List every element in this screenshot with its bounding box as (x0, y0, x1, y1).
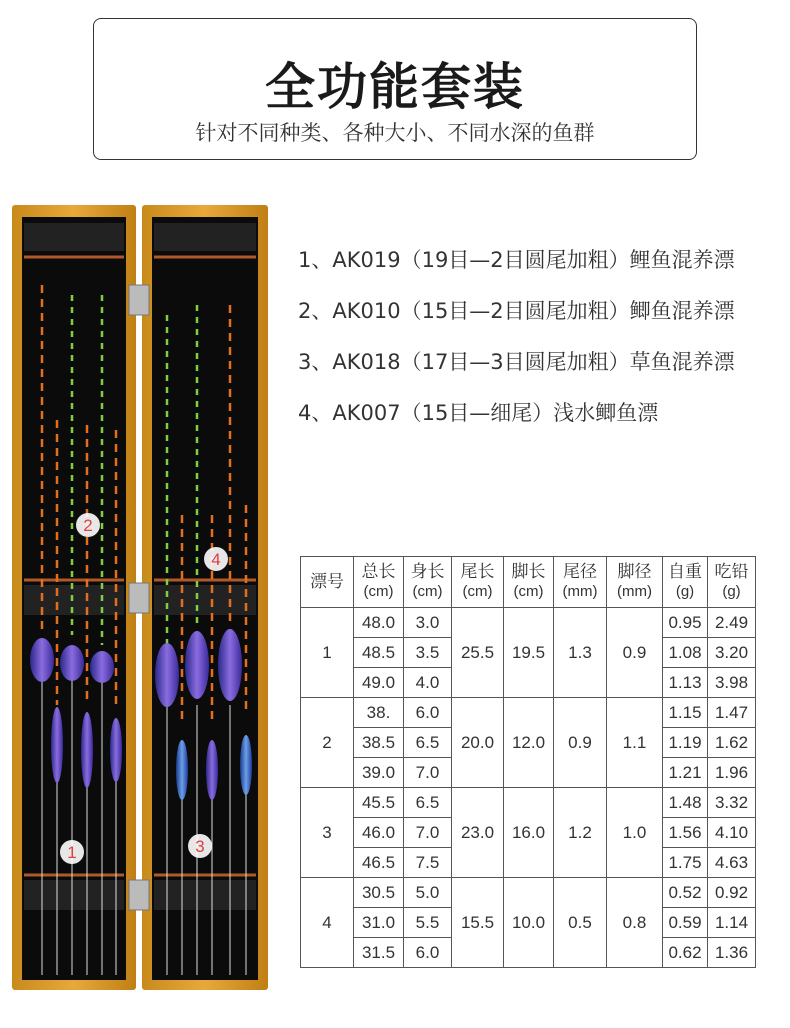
spec-item-1: 1、AK019（19目—2目圆尾加粗）鲤鱼混养漂 (298, 248, 735, 272)
total-length-cell: 31.5 (354, 938, 404, 968)
foot-diameter-cell: 1.1 (607, 698, 663, 788)
photo-label-1 (60, 840, 84, 864)
page-subtitle: 针对不同种类、各种大小、不同水深的鱼群 (195, 121, 595, 145)
photo-label-4 (204, 547, 228, 571)
lead-capacity-cell: 1.36 (708, 938, 756, 968)
spec-table (300, 556, 756, 968)
self-weight-cell: 1.21 (663, 758, 708, 788)
self-weight-cell: 1.15 (663, 698, 708, 728)
tail-diameter-cell: 1.3 (554, 608, 607, 698)
lead-capacity-cell: 0.92 (708, 878, 756, 908)
self-weight-cell: 0.52 (663, 878, 708, 908)
body-length-cell: 6.0 (404, 698, 452, 728)
tail-diameter-cell: 0.5 (554, 878, 607, 968)
total-length-cell: 46.5 (354, 848, 404, 878)
table-row (301, 878, 756, 908)
photo-label-2 (76, 513, 100, 537)
body-length-cell: 5.0 (404, 878, 452, 908)
total-length-cell: 45.5 (354, 788, 404, 818)
body-length-cell: 7.0 (404, 758, 452, 788)
tail-diameter-cell: 1.2 (554, 788, 607, 878)
self-weight-cell: 1.13 (663, 668, 708, 698)
page-title: 全功能套装 (265, 58, 525, 116)
float-box-photo (12, 205, 270, 990)
col-header: 自重 (g) (663, 557, 708, 608)
self-weight-cell: 1.75 (663, 848, 708, 878)
body-length-cell: 6.0 (404, 938, 452, 968)
body-length-cell: 6.5 (404, 788, 452, 818)
self-weight-cell: 0.62 (663, 938, 708, 968)
body-length-cell: 6.5 (404, 728, 452, 758)
photo-label-3 (188, 834, 212, 858)
foot-length-cell: 12.0 (504, 698, 554, 788)
photo-label-4-text: 4 (211, 550, 221, 569)
total-length-cell: 31.0 (354, 908, 404, 938)
lead-capacity-cell: 4.10 (708, 818, 756, 848)
lead-capacity-cell: 3.98 (708, 668, 756, 698)
self-weight-cell: 1.48 (663, 788, 708, 818)
tail-length-cell: 20.0 (452, 698, 504, 788)
self-weight-cell: 1.08 (663, 638, 708, 668)
body-length-cell: 3.5 (404, 638, 452, 668)
lead-capacity-cell: 1.62 (708, 728, 756, 758)
tail-diameter-cell: 0.9 (554, 698, 607, 788)
photo-label-2-text: 2 (83, 516, 93, 535)
tail-length-cell: 15.5 (452, 878, 504, 968)
total-length-cell: 48.5 (354, 638, 404, 668)
lead-capacity-cell: 1.96 (708, 758, 756, 788)
foot-length-cell: 10.0 (504, 878, 554, 968)
col-header: 尾长 (cm) (452, 557, 504, 608)
table-row (301, 698, 756, 728)
photo-label-3-text: 3 (195, 837, 205, 856)
float-id-cell: 1 (301, 608, 354, 698)
col-header: 脚径 (mm) (607, 557, 663, 608)
total-length-cell: 30.5 (354, 878, 404, 908)
col-header: 总长 (cm) (354, 557, 404, 608)
spec-item-2: 2、AK010（15目—2目圆尾加粗）鲫鱼混养漂 (298, 299, 735, 323)
float-id-cell: 4 (301, 878, 354, 968)
table-row (301, 788, 756, 818)
float-id-cell: 2 (301, 698, 354, 788)
total-length-cell: 38.5 (354, 728, 404, 758)
self-weight-cell: 0.95 (663, 608, 708, 638)
foot-length-cell: 16.0 (504, 788, 554, 878)
spec-item-4: 4、AK007（15目—细尾）浅水鲫鱼漂 (298, 401, 659, 425)
total-length-cell: 48.0 (354, 608, 404, 638)
lead-capacity-cell: 2.49 (708, 608, 756, 638)
total-length-cell: 46.0 (354, 818, 404, 848)
tail-length-cell: 23.0 (452, 788, 504, 878)
body-length-cell: 3.0 (404, 608, 452, 638)
col-header: 漂号 (301, 557, 354, 608)
col-header: 身长 (cm) (404, 557, 452, 608)
col-header: 吃铅 (g) (708, 557, 756, 608)
foot-length-cell: 19.5 (504, 608, 554, 698)
photo-label-1-text: 1 (67, 843, 77, 862)
col-header: 脚长 (cm) (504, 557, 554, 608)
body-length-cell: 7.0 (404, 818, 452, 848)
lead-capacity-cell: 1.14 (708, 908, 756, 938)
lead-capacity-cell: 3.32 (708, 788, 756, 818)
foot-diameter-cell: 0.9 (607, 608, 663, 698)
table-header-row (301, 557, 756, 608)
body-length-cell: 7.5 (404, 848, 452, 878)
body-length-cell: 4.0 (404, 668, 452, 698)
lead-capacity-cell: 4.63 (708, 848, 756, 878)
float-id-cell: 3 (301, 788, 354, 878)
lead-capacity-cell: 1.47 (708, 698, 756, 728)
title-box (93, 18, 697, 160)
self-weight-cell: 1.19 (663, 728, 708, 758)
table-row (301, 608, 756, 638)
self-weight-cell: 0.59 (663, 908, 708, 938)
foot-diameter-cell: 0.8 (607, 878, 663, 968)
col-header: 尾径 (mm) (554, 557, 607, 608)
tail-length-cell: 25.5 (452, 608, 504, 698)
body-length-cell: 5.5 (404, 908, 452, 938)
self-weight-cell: 1.56 (663, 818, 708, 848)
total-length-cell: 49.0 (354, 668, 404, 698)
total-length-cell: 39.0 (354, 758, 404, 788)
spec-item-3: 3、AK018（17目—3目圆尾加粗）草鱼混养漂 (298, 350, 735, 374)
total-length-cell: 38. (354, 698, 404, 728)
lead-capacity-cell: 3.20 (708, 638, 756, 668)
foot-diameter-cell: 1.0 (607, 788, 663, 878)
